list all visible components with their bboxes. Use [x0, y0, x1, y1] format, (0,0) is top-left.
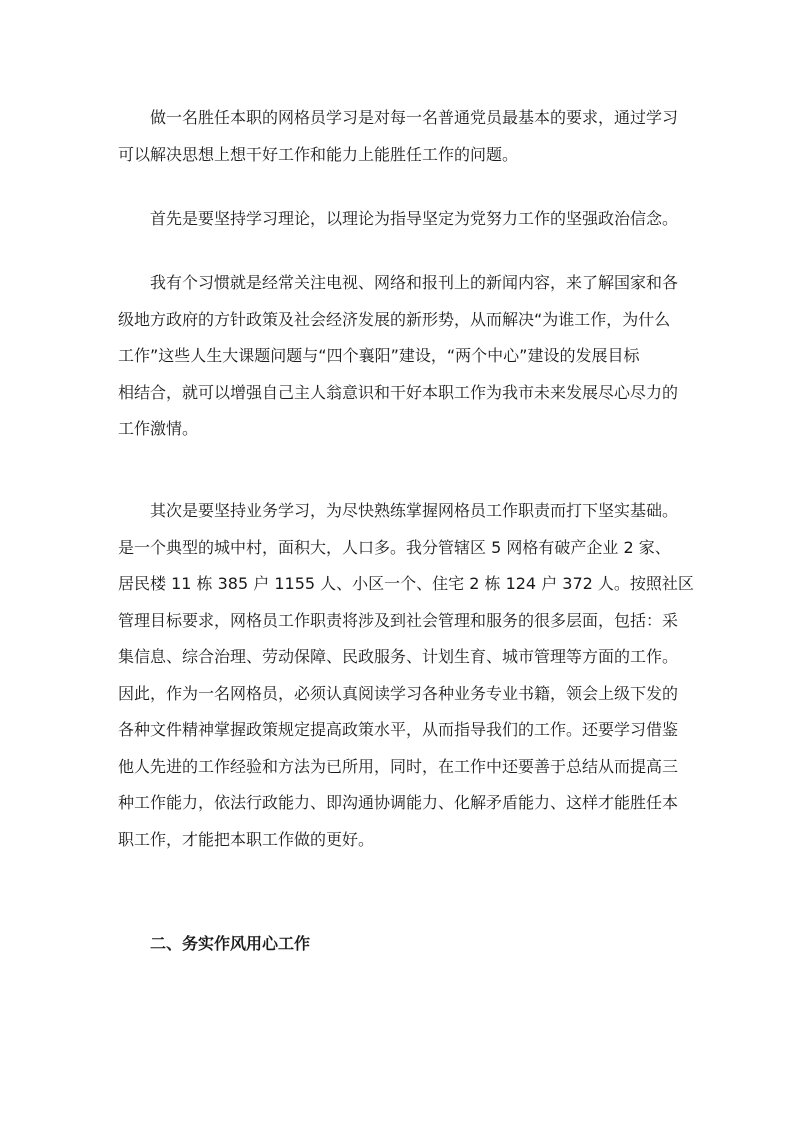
text-line: 我有个习惯就是经常关注电视、网络和报刊上的新闻内容，来了解国家和各	[150, 273, 679, 292]
text-line: 其次是要坚持业务学习，为尽快熟练掌握网格员工作职责而打下坚实基础。	[150, 501, 679, 520]
text-line: 级地方政府的方针政策及社会经济发展的新形势，从而解决“为谁工作，为什么	[118, 309, 671, 329]
text-line: 因此，作为一名网格员，必须认真阅读学习各种业务专业书籍，领会上级下发的	[118, 683, 679, 703]
text-line: 职工作，才能把本职工作做的更好。	[118, 829, 375, 849]
paragraph-study-requirement	[118, 100, 678, 173]
text-line: 各种文件精神掌握政策规定提高政策水平，从而指导我们的工作。还要学习借鉴	[118, 720, 679, 739]
section-heading: 二、务实作风用心工作	[150, 934, 311, 953]
text-line: 相结合，就可以增强自己主人翁意识和干好本职工作为我市未来发展尽心尽力的	[118, 382, 679, 402]
paragraph-theory-study	[118, 201, 678, 238]
text-line: 可以解决思想上想干好工作和能力上能胜任工作的问题。	[118, 144, 519, 164]
text-line: 管理目标要求，网格员工作职责将涉及到社会管理和服务的很多层面，包括：采	[118, 610, 679, 630]
text-line: 他人先进的工作经验和方法为已所用，同时，在工作中还要善于总结从而提高三	[118, 756, 679, 776]
text-line: 种工作能力，依法行政能力、即沟通协调能力、化解矛盾能力、这样才能胜任本	[118, 793, 679, 812]
paragraph-business-study	[118, 493, 694, 858]
text-line: 是一个典型的城中村，面积大，人口多。我分管辖区 5 网格有破产企业 2 家、	[118, 537, 671, 557]
text-line: 工作”这些人生大课题问题与“四个襄阳”建设，“两个中心”建设的发展目标	[118, 346, 640, 365]
text-line: 首先是要坚持学习理论，以理论为指导坚定为党努力工作的坚强政治信念。	[150, 209, 679, 228]
text-line: 做一名胜任本职的网格员学习是对每一名普通党员最基本的要求，通过学习	[150, 108, 679, 127]
text-line: 工作激情。	[118, 419, 199, 438]
text-line: 集信息、综合治理、劳动保障、民政服务、计划生育、城市管理等方面的工作。	[118, 647, 679, 666]
paragraph-news-habit	[118, 265, 678, 448]
text-line: 居民楼 11 栋 385 户 1155 人、小区一个、住宅 2 栋 124 户 372 人。按照社区	[118, 574, 694, 593]
